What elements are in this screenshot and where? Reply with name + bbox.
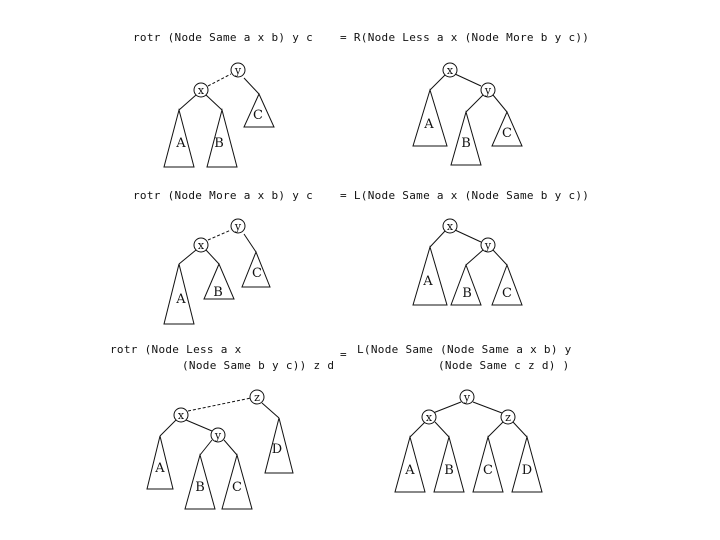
rule3-lhs-line1: rotr (Node Less a x (110, 343, 242, 356)
subtree-a-label: A (423, 274, 433, 289)
subtree-d-label: D (271, 442, 283, 457)
subtree-b-label: B (461, 136, 471, 151)
subtree-d-label: D (521, 463, 533, 478)
rule2-rhs-tree (413, 219, 522, 305)
node-y-label: y (214, 429, 222, 442)
subtree-a-label: A (176, 292, 186, 307)
rule1-lhs: rotr (Node Same a x b) y c (133, 31, 313, 44)
subtree-c-label: C (252, 266, 262, 281)
node-x-label: x (197, 84, 205, 97)
rule1-rhs-tree (413, 63, 522, 165)
rule2-lhs-tree (164, 219, 270, 324)
subtree-c-label: C (483, 463, 493, 478)
subtree-a-label: A (176, 136, 186, 151)
rule1-lhs-tree (164, 63, 274, 167)
node-y-label: y (234, 64, 242, 77)
rule3-rhs-tree (395, 390, 542, 492)
rule3-lhs-tree (147, 390, 293, 509)
node-z-label: z (505, 411, 511, 424)
subtree-b-label: B (195, 480, 205, 495)
subtree-c-label: C (502, 126, 512, 141)
subtree-c-label: C (232, 480, 242, 495)
rule2-rhs: = L(Node Same a x (Node Same b y c)) (340, 189, 590, 202)
subtree-a-label: A (155, 461, 165, 476)
node-x-label: x (177, 409, 185, 422)
node-x-label: x (197, 239, 205, 252)
rule2-lhs: rotr (Node More a x b) y c (133, 189, 313, 202)
node-x-label: x (425, 411, 433, 424)
rule3-rhs-line2: (Node Same c z d) ) (438, 359, 570, 372)
subtree-a-label: A (405, 463, 415, 478)
rule1-rhs: = R(Node Less a x (Node More b y c)) (340, 31, 590, 44)
node-y-label: y (234, 220, 242, 233)
node-y-label: y (463, 391, 471, 404)
rule3-lhs-line2: (Node Same b y c)) z d (182, 359, 335, 372)
node-y-label: y (484, 239, 492, 252)
subtree-c-label: C (253, 108, 263, 123)
rule3-eq-sign: = (340, 348, 347, 361)
subtree-b-label: B (214, 136, 224, 151)
subtree-c-label: C (502, 286, 512, 301)
subtree-b-label: B (462, 286, 472, 301)
rule3-rhs-line1: L(Node Same (Node Same a x b) y (357, 343, 572, 356)
node-x-label: x (446, 64, 454, 77)
subtree-b-label: B (213, 285, 223, 300)
node-z-label: z (254, 391, 260, 404)
subtree-a-label: A (424, 117, 434, 132)
subtree-b-label: B (444, 463, 454, 478)
node-x-label: x (446, 220, 454, 233)
node-y-label: y (484, 84, 492, 97)
